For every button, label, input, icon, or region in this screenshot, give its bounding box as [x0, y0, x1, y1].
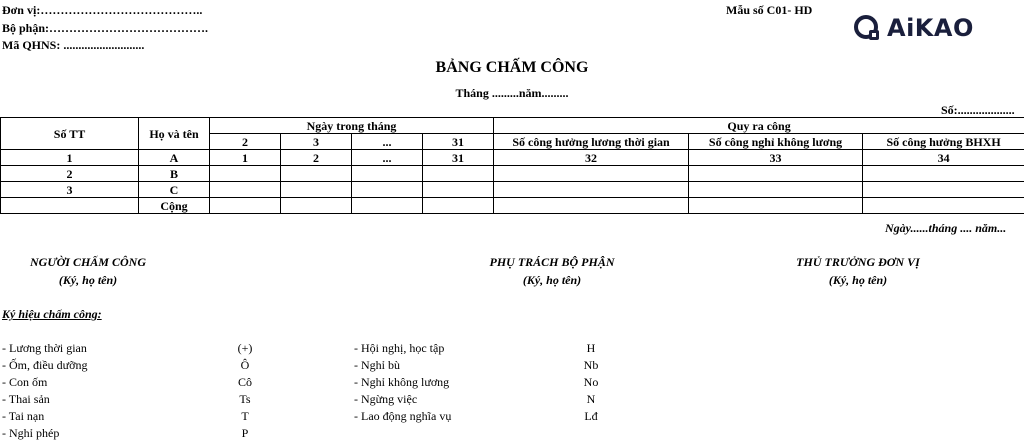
table-cell	[210, 166, 281, 182]
form-number: Mẫu số C01- HD	[726, 3, 813, 17]
table-cell	[494, 166, 689, 182]
legend-code: Lđ	[584, 409, 598, 423]
table-cell: 31	[423, 150, 494, 166]
header-name: Họ và tên	[139, 118, 210, 150]
header-day: ...	[352, 134, 423, 150]
aikao-logo	[852, 10, 1016, 46]
ma-qhns-line: Mã QHNS: ...........................	[2, 38, 145, 52]
legend-label: - Lương thời gian	[2, 341, 87, 355]
table-cell	[494, 198, 689, 214]
legend-label: - Con ốm	[2, 375, 48, 389]
don-vi-line: Đơn vị:…………………………………..	[2, 3, 203, 17]
aikao-logo-icon	[852, 13, 882, 43]
legend-code: H	[586, 341, 596, 355]
legend-code: Ts	[239, 392, 251, 406]
table-cell: ...	[352, 150, 423, 166]
legend-code: Cô	[237, 375, 252, 389]
signature-title: THỦ TRƯỞNG ĐƠN VỊ	[796, 255, 920, 269]
header-stt: Số TT	[1, 118, 139, 150]
table-cell	[863, 166, 1024, 182]
row-stt: 3	[1, 182, 139, 198]
logo-text: AiKAO	[887, 14, 974, 42]
table-cell	[423, 182, 494, 198]
row-stt	[1, 198, 139, 214]
table-cell	[863, 198, 1024, 214]
bo-phan-line: Bộ phận:………………………………….	[2, 21, 209, 35]
header-quy-luong: Số công hưởng lương thời gian	[494, 134, 689, 150]
legend-code: P	[241, 426, 249, 440]
legend-label: - Nghỉ phép	[2, 426, 60, 440]
legend-label: - Ngừng việc	[354, 392, 418, 406]
legend-code: T	[241, 409, 249, 423]
table-row	[1, 182, 1024, 198]
table-cell	[352, 182, 423, 198]
table-cell	[281, 182, 352, 198]
legend-label: - Tai nạn	[2, 409, 45, 423]
legend-code: No	[583, 375, 599, 389]
header-day: 2	[210, 134, 281, 150]
signature-title: NGƯỜI CHẤM CÔNG	[30, 255, 146, 269]
table-cell	[281, 198, 352, 214]
signature-note: (Ký, họ tên)	[522, 273, 582, 287]
table-cell: 1	[1, 150, 139, 166]
legend-code: Ô	[240, 358, 250, 372]
legend-code: N	[586, 392, 596, 406]
legend-label: - Nghỉ không lương	[354, 375, 450, 389]
header-day: 31	[423, 134, 494, 150]
legend-label: - Nghỉ bù	[354, 358, 400, 372]
table-cell	[863, 182, 1024, 198]
legend-label: - Ốm, điều dưỡng	[2, 358, 88, 372]
signature-title: PHỤ TRÁCH BỘ PHẬN	[489, 255, 615, 269]
timesheet-table	[0, 117, 1024, 214]
row-name: B	[139, 166, 210, 182]
table-cell	[689, 166, 863, 182]
date-line: Ngày......tháng .... năm...	[885, 221, 1007, 235]
table-index-row	[1, 150, 1024, 166]
row-name: Cộng	[139, 198, 210, 214]
document-number: Số:...................	[941, 103, 1015, 117]
signature-note: (Ký, họ tên)	[58, 273, 118, 287]
table-total-row	[1, 198, 1024, 214]
table-cell	[281, 166, 352, 182]
table-cell	[423, 166, 494, 182]
table-cell	[210, 198, 281, 214]
table-cell: 33	[689, 150, 863, 166]
legend-label: - Thai sản	[2, 392, 50, 406]
table-cell	[352, 166, 423, 182]
table-cell	[352, 198, 423, 214]
header-day: 3	[281, 134, 352, 150]
header-quy-nghi: Số công nghỉ không lương	[689, 134, 863, 150]
table-cell: A	[139, 150, 210, 166]
table-cell: 1	[210, 150, 281, 166]
table-cell	[689, 182, 863, 198]
legend-code: (+)	[237, 341, 253, 355]
table-cell	[423, 198, 494, 214]
header-days-group: Ngày trong tháng	[210, 118, 494, 134]
legend-label: - Hội nghị, học tập	[354, 341, 445, 355]
table-row	[1, 166, 1024, 182]
month-year-line: Tháng .........năm.........	[455, 86, 569, 100]
table-cell: 34	[863, 150, 1024, 166]
header-quy-group: Quy ra công	[494, 118, 1024, 134]
legend-label: - Lao động nghĩa vụ	[354, 409, 452, 423]
row-name: C	[139, 182, 210, 198]
table-cell	[210, 182, 281, 198]
table-cell	[494, 182, 689, 198]
table-cell: 32	[494, 150, 689, 166]
page-title: BẢNG CHẤM CÔNG	[435, 59, 589, 76]
legend-code: Nb	[583, 358, 599, 372]
header-quy-bhxh: Số công hưởng BHXH	[863, 134, 1024, 150]
signature-note: (Ký, họ tên)	[828, 273, 888, 287]
table-cell	[689, 198, 863, 214]
row-stt: 2	[1, 166, 139, 182]
table-cell: 2	[281, 150, 352, 166]
legend-title: Ký hiệu chấm công:	[2, 307, 102, 321]
